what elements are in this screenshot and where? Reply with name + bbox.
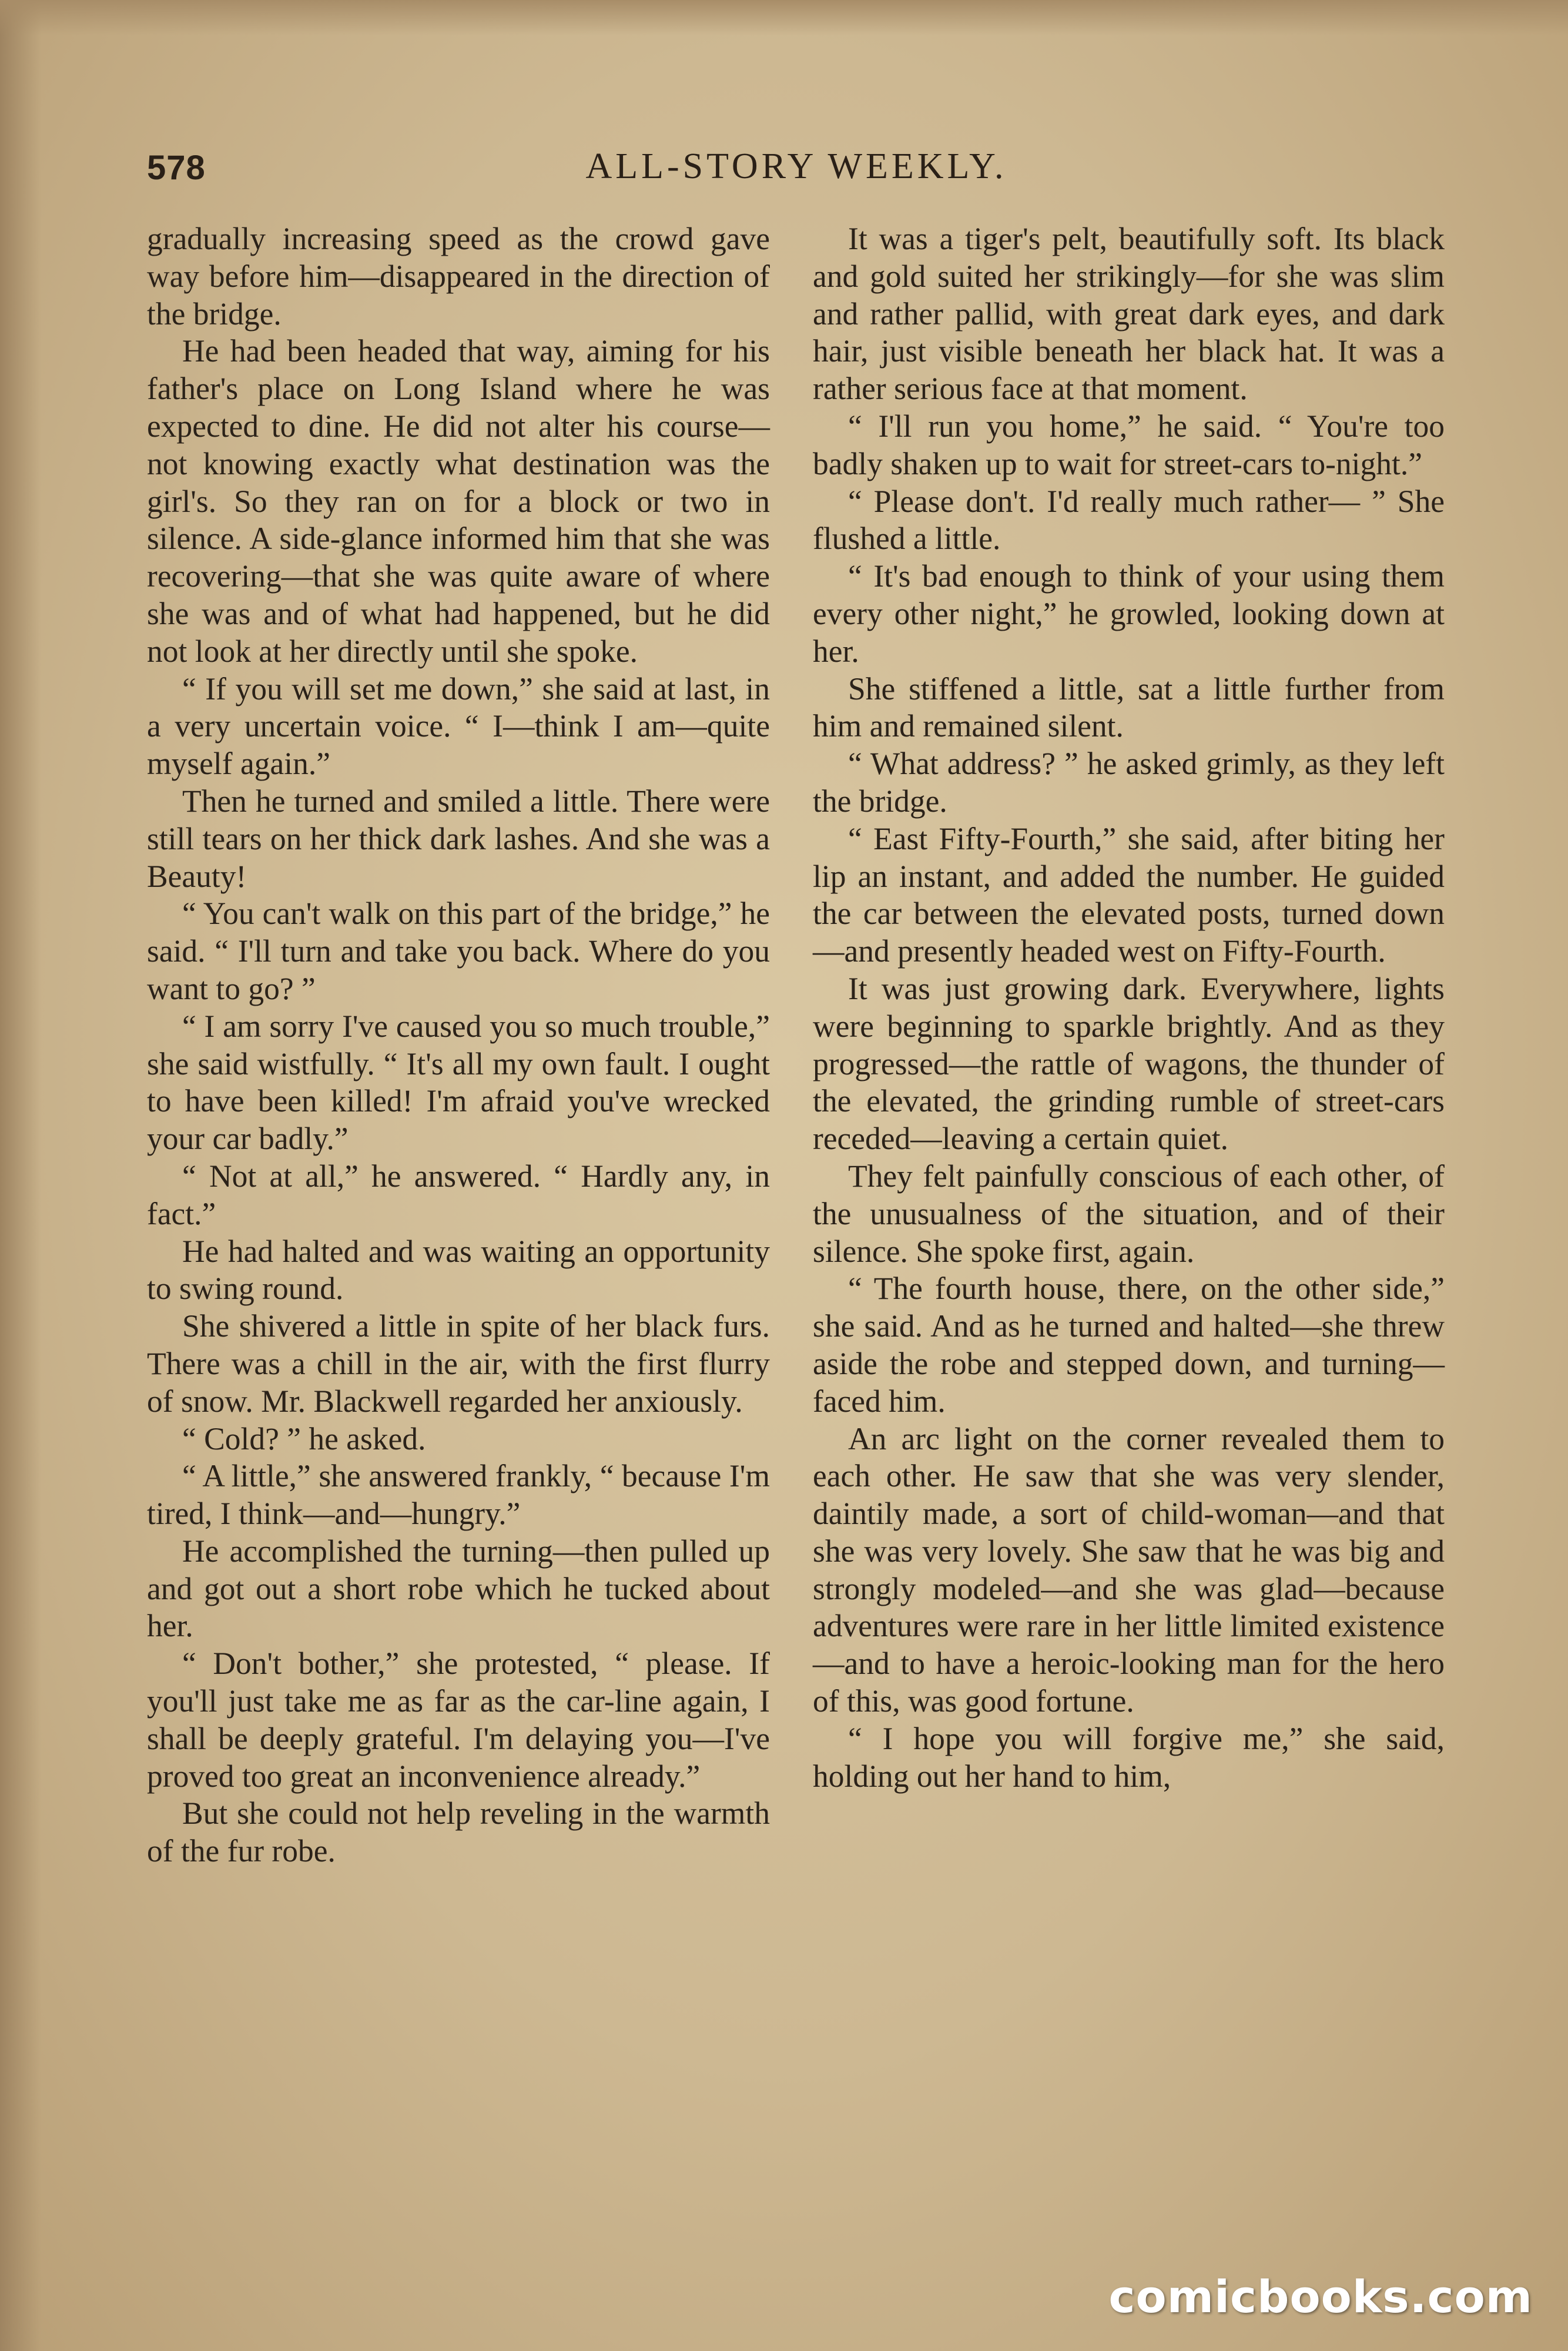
paragraph: Then he turned and smiled a little. There were still tears on her thick dark lashes. And she was a Beauty! [147, 783, 770, 894]
running-header [147, 136, 1446, 189]
page-number: 578 [147, 149, 206, 187]
paragraph: She stiffened a little, sat a little further from him and remained silent. [813, 671, 1445, 744]
paragraph: An arc light on the corner revealed them to each other. He saw that she was very slender, daintily made, a sort of child-woman—and that she was very lovely. She saw that he was big and strongly modeled—and she was glad—because adventures were rare in her little limited existence—and to have a heroic-looking man for the hero of this, was good fortune. [813, 1421, 1445, 1719]
paragraph: “ Not at all,” he answered. “ Hardly any, in fact.” [147, 1158, 770, 1231]
page-shadow-left [0, 0, 41, 2351]
paragraph: “ Don't bother,” she protested, “ please. If you'll just take me as far as the car-line again, I shall be deeply grateful. I'm delaying you—I've proved too great an inconvenience already.” [147, 1646, 770, 1794]
paragraph: “ East Fifty-Fourth,” she said, after biting her lip an instant, and added the number. He guided the car between the elevated posts, turned down—and presently headed west on Fifty-Fourth. [813, 820, 1445, 969]
paragraph: “ I am sorry I've caused you so much trouble,” she said wistfully. “ It's all my own fault. I ought to have been killed! I'm afraid you've wrecked your car badly.” [147, 1008, 770, 1157]
page-shadow-top [0, 0, 1568, 35]
right-text-column [813, 220, 1445, 2219]
paragraph: “ The fourth house, there, on the other side,” she said. And as he turned and halted—she threw aside the robe and stepped down, and turning—faced him. [813, 1271, 1445, 1419]
paragraph: “ You can't walk on this part of the bridge,” he said. “ I'll turn and take you back. Where do you want to go? ” [147, 896, 770, 1006]
paragraph: “ It's bad enough to think of your using them every other night,” he growled, looking down at her. [813, 558, 1445, 669]
paragraph: It was a tiger's pelt, beautifully soft. Its black and gold suited her strikingly—for she was slim and rather pallid, with great dark eyes, and dark hair, just visible beneath her black hat. It was a rather serious face at that moment. [813, 221, 1445, 407]
paragraph: “ Cold? ” he asked. [182, 1421, 426, 1456]
left-text-column [147, 220, 770, 2219]
paragraph: gradually increasing speed as the crowd gave way before him—disappeared in the direction of the bridge. [147, 221, 770, 331]
paragraph: “ If you will set me down,” she said at last, in a very uncertain voice. “ I—think I am—quite myself again.” [147, 671, 770, 782]
site-watermark: comicbooks.com [1108, 2270, 1533, 2323]
paragraph: “ Please don't. I'd really much rather— ” She flushed a little. [813, 483, 1445, 557]
paragraph: He had been headed that way, aiming for his father's place on Long Island where he was expected to dine. He did not alter his course—not knowing exactly what destination was the girl's. So they ran on for a block or two in silence. A side-glance informed him that she was recovering—that she was quite aware of where she was and of what had happened, but he did not look at her directly until she spoke. [147, 333, 770, 669]
paragraph: It was just growing dark. Everywhere, lights were beginning to sparkle brightly. And as they progressed—the rattle of wagons, the thunder of the elevated, the grinding rumble of street-cars receded—leaving a certain quiet. [813, 970, 1445, 1157]
paragraph: “ A little,” she answered frankly, “ because I'm tired, I think—and—hungry.” [147, 1458, 770, 1532]
paragraph: They felt painfully conscious of each other, of the unusualness of the situation, and of their silence. She spoke first, again. [813, 1158, 1445, 1269]
paragraph: She shivered a little in spite of her black furs. There was a chill in the air, with the first flurry of snow. Mr. Blackwell regarded her anxiously. [147, 1308, 770, 1419]
paragraph: He accomplished the turning—then pulled up and got out a short robe which he tucked about her. [147, 1533, 770, 1644]
paragraph: “ What address? ” he asked grimly, as they left the bridge. [813, 746, 1445, 819]
journal-title: ALL-STORY WEEKLY. [585, 146, 1007, 186]
paragraph: “ I'll run you home,” he said. “ You're too badly shaken up to wait for street-cars to-night.” [813, 408, 1445, 481]
paragraph: But she could not help reveling in the warmth of the fur robe. [147, 1796, 770, 1869]
paragraph: “ I hope you will forgive me,” she said, holding out her hand to him, [813, 1720, 1445, 1794]
paragraph: He had halted and was waiting an opportunity to swing round. [147, 1233, 770, 1307]
